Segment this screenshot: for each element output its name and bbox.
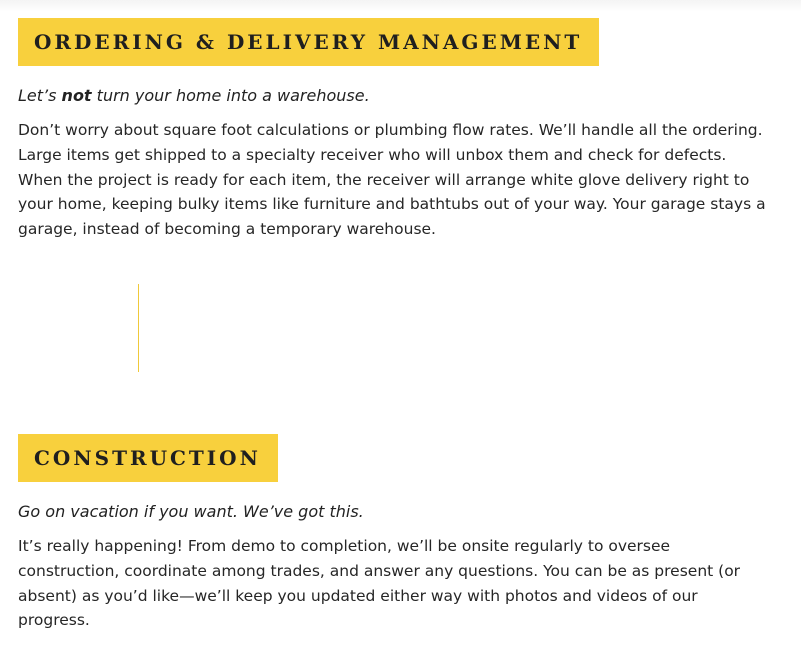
tagline-part-1: Let’s [18, 86, 62, 105]
tagline-emphasis: not [61, 86, 92, 105]
construction-body: It’s really happening! From demo to completion, we’ll be onsite regularly to oversee construction, coordinate among trades, and answer any questions. You can be as present (or absent) as you’d like—we’ll keep you updated either way with photos and videos of our progress. [18, 537, 741, 630]
construction-tagline: Go on vacation if you want. We’ve got this. [18, 502, 364, 521]
vertical-divider [138, 284, 139, 372]
ordering-delivery-tagline [18, 86, 778, 105]
construction-section [18, 434, 778, 633]
construction-heading: CONSTRUCTION [18, 434, 278, 482]
tagline-part-3: turn your home into a warehouse. [91, 86, 370, 105]
ordering-delivery-body: Don’t worry about square foot calculations or plumbing flow rates. We’ll handle all the ordering. Large items get shipped to a specialty receiver who will unbox them and check for defects. When the project is ready for each item, the receiver will arrange white glove delivery right to your home, keeping bulky items like furniture and bathtubs out of your way. Your garage stays a garage, instead of becoming a temporary warehouse. [18, 121, 766, 239]
ordering-delivery-heading: ORDERING & DELIVERY MANAGEMENT [18, 18, 599, 66]
ordering-delivery-section [18, 18, 778, 242]
top-shadow [0, 0, 801, 12]
